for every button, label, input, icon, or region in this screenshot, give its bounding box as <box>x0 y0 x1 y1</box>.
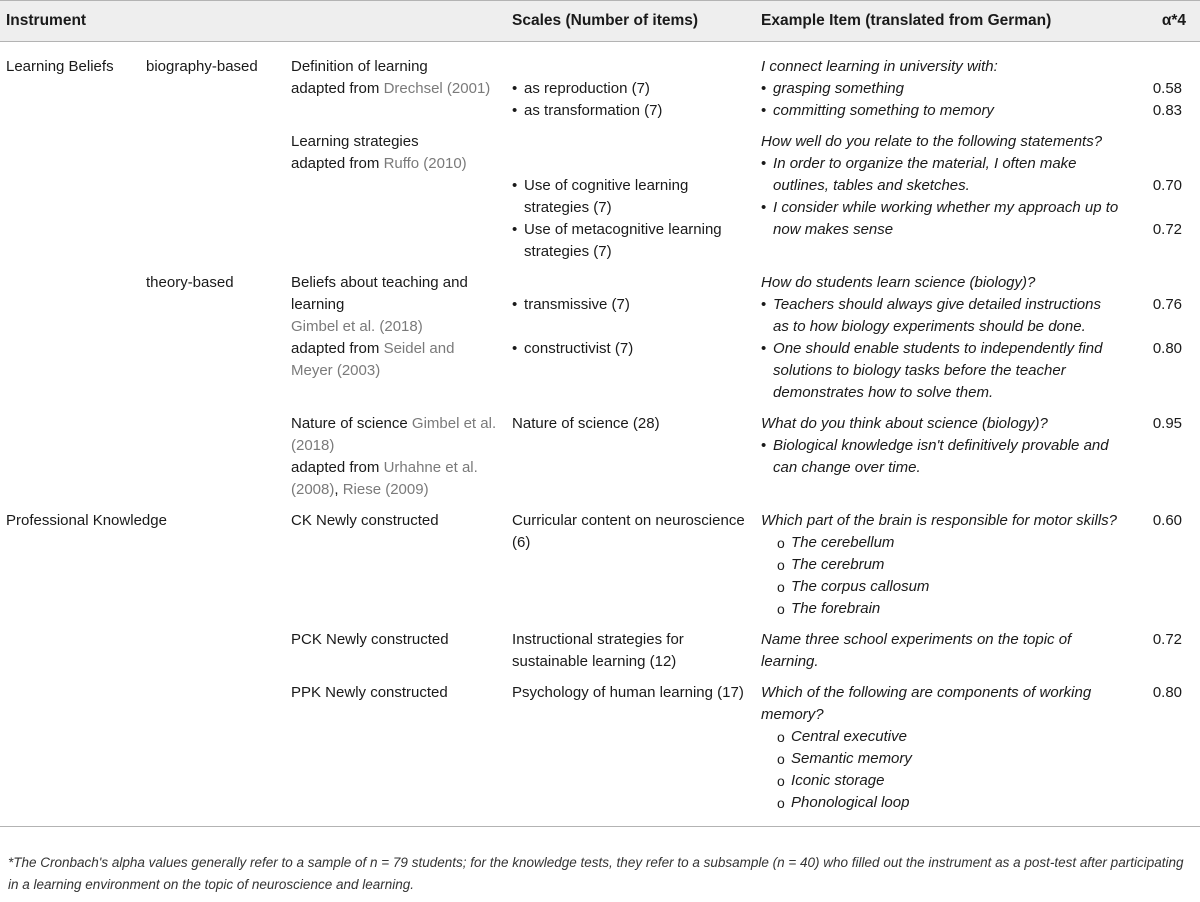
list-item: o Iconic storage <box>761 770 1119 792</box>
list-item: o The cerebrum <box>761 554 1119 576</box>
alpha-cell: 0.80 <box>1125 673 1200 827</box>
list-item: o The forebrain <box>761 598 1119 620</box>
instrument-cell: PCK Newly constructed <box>291 631 449 648</box>
list-item: o Central executive <box>761 726 1119 748</box>
reference-link[interactable]: Riese (2009) <box>342 481 429 498</box>
instrument-cell: Definition of learning adapted from Drechsel (2001) <box>291 58 491 97</box>
alpha-cell: 0.95 <box>1152 415 1183 432</box>
example-cell: Which part of the brain is responsible for motor skills? o The cerebellum o The cerebrum o The corpus callosum o The forebrain <box>755 501 1125 620</box>
example-cell: Which of the following are components of working memory? o Central executive o Semantic memory o Iconic storage o Phonological loop <box>755 673 1125 827</box>
reference-link[interactable]: Gimbel et al. (2018) <box>291 415 497 454</box>
scales-cell: Curricular content on neuroscience (6) <box>512 512 745 551</box>
group-learning-beliefs: Learning Beliefs <box>6 58 114 75</box>
reference-link[interactable]: Drechsel (2001) <box>383 80 491 97</box>
alpha-cell: 0.58 0.83 <box>1152 80 1183 119</box>
table-row <box>0 620 1200 673</box>
table-row <box>0 501 1200 620</box>
header-alpha: α*4 <box>1125 1 1200 42</box>
list-item: o Phonological loop <box>761 792 1119 814</box>
list-item: o The cerebellum <box>761 532 1119 554</box>
table-row <box>0 673 1200 827</box>
reference-link[interactable]: Seidel and Meyer (2003) <box>291 340 455 379</box>
scales-cell: • as reproduction (7) • as transformation (7) <box>506 42 755 123</box>
table-footnote: *The Cronbach's alpha values generally refer to a sample of n = 79 students; for the knowledge tests, they refer to a subsample (n = 40) who filled out the instrument as a post-test after participating in a learning environment on the topic of neuroscience and learning. <box>8 855 1184 892</box>
instrument-cell: Beliefs about teaching and learning Gimbel et al. (2018) adapted from Seidel and Meyer (2003) <box>285 263 506 404</box>
alpha-cell: 0.70 0.72 <box>1152 177 1183 238</box>
table-row <box>0 263 1200 404</box>
alpha-cell: 0.60 <box>1152 512 1183 529</box>
header-instrument: Instrument <box>0 1 506 42</box>
reference-link[interactable]: Ruffo (2010) <box>383 155 467 172</box>
table-header-row <box>0 1 1200 42</box>
instrument-cell: Learning strategies adapted from Ruffo (2010) <box>291 133 467 172</box>
alpha-cell: 0.76 0.80 <box>1152 296 1183 357</box>
scales-cell: • Use of cognitive learning strategies (7) • Use of metacognitive learning strategies (7) <box>506 122 755 263</box>
subgroup-theory: theory-based <box>146 274 234 291</box>
table-row <box>0 42 1200 123</box>
list-item: o Semantic memory <box>761 748 1119 770</box>
example-cell: How well do you relate to the following statements? • In order to organize the material, I often make outlines, tables and sketches. • I consider while working whether my approach up to now makes sense <box>755 122 1125 263</box>
header-example: Example Item (translated from German) <box>755 1 1125 42</box>
reference-link[interactable]: Gimbel et al. (2018) <box>291 318 423 335</box>
scales-cell: Nature of science (28) <box>512 415 660 432</box>
example-cell: How do students learn science (biology)? • Teachers should always give detailed instructions as to how biology experiments should be done. • One should enable students to independently find solutions to biology tasks before the teacher demonstrates how to solve them. <box>755 263 1125 404</box>
instrument-cell: Nature of science Gimbel et al. (2018) adapted from Urhahne et al. (2008), Riese (2009) <box>291 415 497 498</box>
table-row <box>0 404 1200 501</box>
reference-link[interactable]: Urhahne et al. (2008) <box>291 459 478 498</box>
scales-cell: Psychology of human learning (17) <box>506 673 755 827</box>
header-scales: Scales (Number of items) <box>506 1 755 42</box>
instrument-cell: CK Newly constructed <box>291 512 439 529</box>
example-cell: What do you think about science (biology)? • Biological knowledge isn't definitively provable and can change over time. <box>755 404 1125 501</box>
instrument-cell: PPK Newly constructed <box>285 673 506 827</box>
scales-cell: • transmissive (7) • constructivist (7) <box>506 263 755 404</box>
list-item: o The corpus callosum <box>761 576 1119 598</box>
example-cell: Name three school experiments on the topic of learning. <box>761 631 1072 670</box>
alpha-cell: 0.72 <box>1152 631 1183 648</box>
table-row <box>0 122 1200 263</box>
scales-cell: Instructional strategies for sustainable learning (12) <box>512 631 684 670</box>
subgroup-biography: biography-based <box>146 58 258 75</box>
example-cell: I connect learning in university with: • grasping something • committing something to memory <box>755 42 1125 123</box>
group-professional-knowledge: Professional Knowledge <box>6 512 167 529</box>
